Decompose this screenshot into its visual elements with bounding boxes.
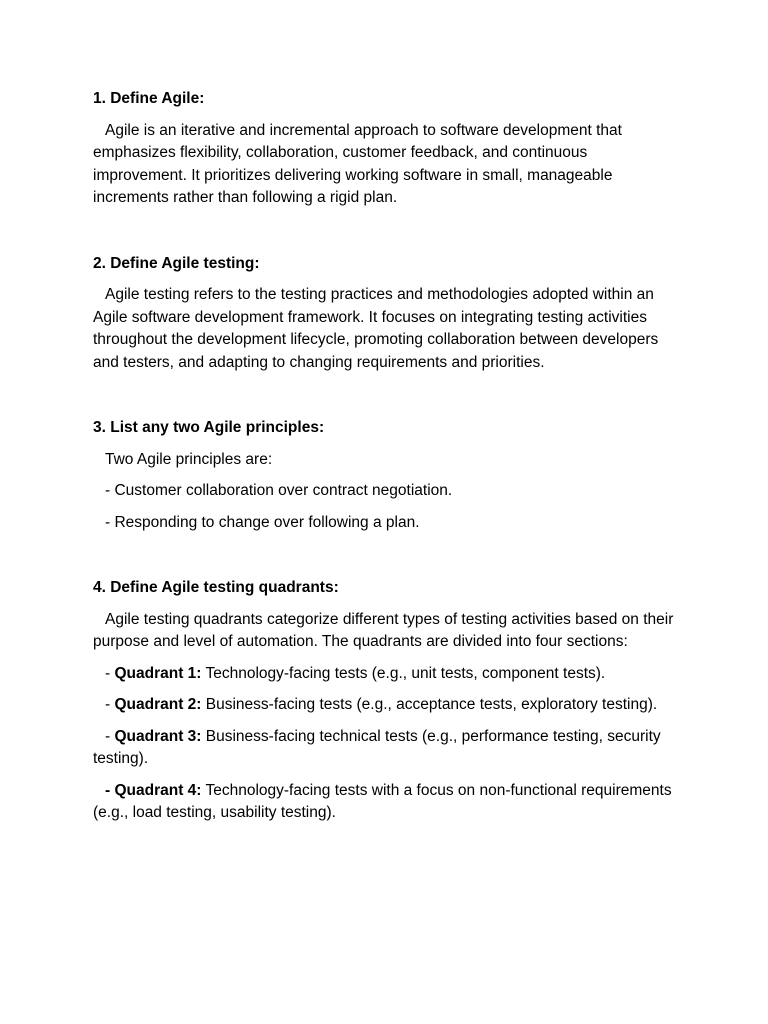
quadrant-text: Technology-facing tests with a focus on non-functional requirements (e.g., load testing, usability testing). (93, 781, 672, 821)
quadrant-item-1 (93, 663, 678, 686)
section-paragraph: Agile is an iterative and incremental approach to software development that emphasizes flexibility, collaboration, customer feedback, and continuous improvement. It prioritizes delivering working software in small, manageable increments rather than following a rigid plan. (93, 121, 622, 206)
section-intro: Agile testing quadrants categorize different types of testing activities based on their purpose and level of automation. The quadrants are divided into four sections: (93, 610, 674, 650)
quadrant-text: Business-facing technical tests (e.g., performance testing, security testing). (93, 727, 661, 767)
quadrant-prefix: - (105, 664, 115, 682)
quadrant-label: Quadrant 3: (114, 727, 202, 745)
section-define-agile (93, 88, 678, 210)
quadrant-text: Business-facing tests (e.g., acceptance tests, exploratory testing). (201, 696, 658, 713)
section-testing-quadrants (93, 577, 678, 825)
section-define-agile-testing (93, 253, 678, 375)
section-heading: 3. List any two Agile principles: (93, 419, 325, 436)
quadrant-text: Technology-facing tests (e.g., unit tests, component tests). (201, 664, 606, 682)
quadrant-prefix: - (105, 696, 115, 713)
quadrant-label: Quadrant 1: (114, 664, 202, 682)
section-heading: 2. Define Agile testing: (93, 254, 260, 272)
list-item: - Customer collaboration over contract negotiation. (105, 482, 453, 499)
section-heading: 1. Define Agile: (93, 90, 205, 107)
section-intro: Two Agile principles are: (105, 450, 273, 468)
quadrant-prefix: - (105, 727, 115, 745)
quadrant-item-3 (93, 726, 678, 771)
document-page (93, 88, 678, 868)
section-paragraph: Agile testing refers to the testing practices and methodologies adopted within an Agile software development framework. It focuses on integrating testing activities throughout the development lifecycle, promoting collaboration between developers and testers, and adapting to changing requirements and priorities. (93, 286, 659, 371)
quadrant-label: Quadrant 2: (114, 696, 202, 713)
section-heading: 4. Define Agile testing quadrants: (93, 579, 339, 596)
section-agile-principles (93, 417, 678, 534)
quadrant-item-2 (93, 694, 678, 717)
quadrant-item-4 (93, 780, 678, 825)
list-item: - Responding to change over following a plan. (105, 513, 420, 531)
quadrant-label: - Quadrant 4: (105, 781, 202, 799)
